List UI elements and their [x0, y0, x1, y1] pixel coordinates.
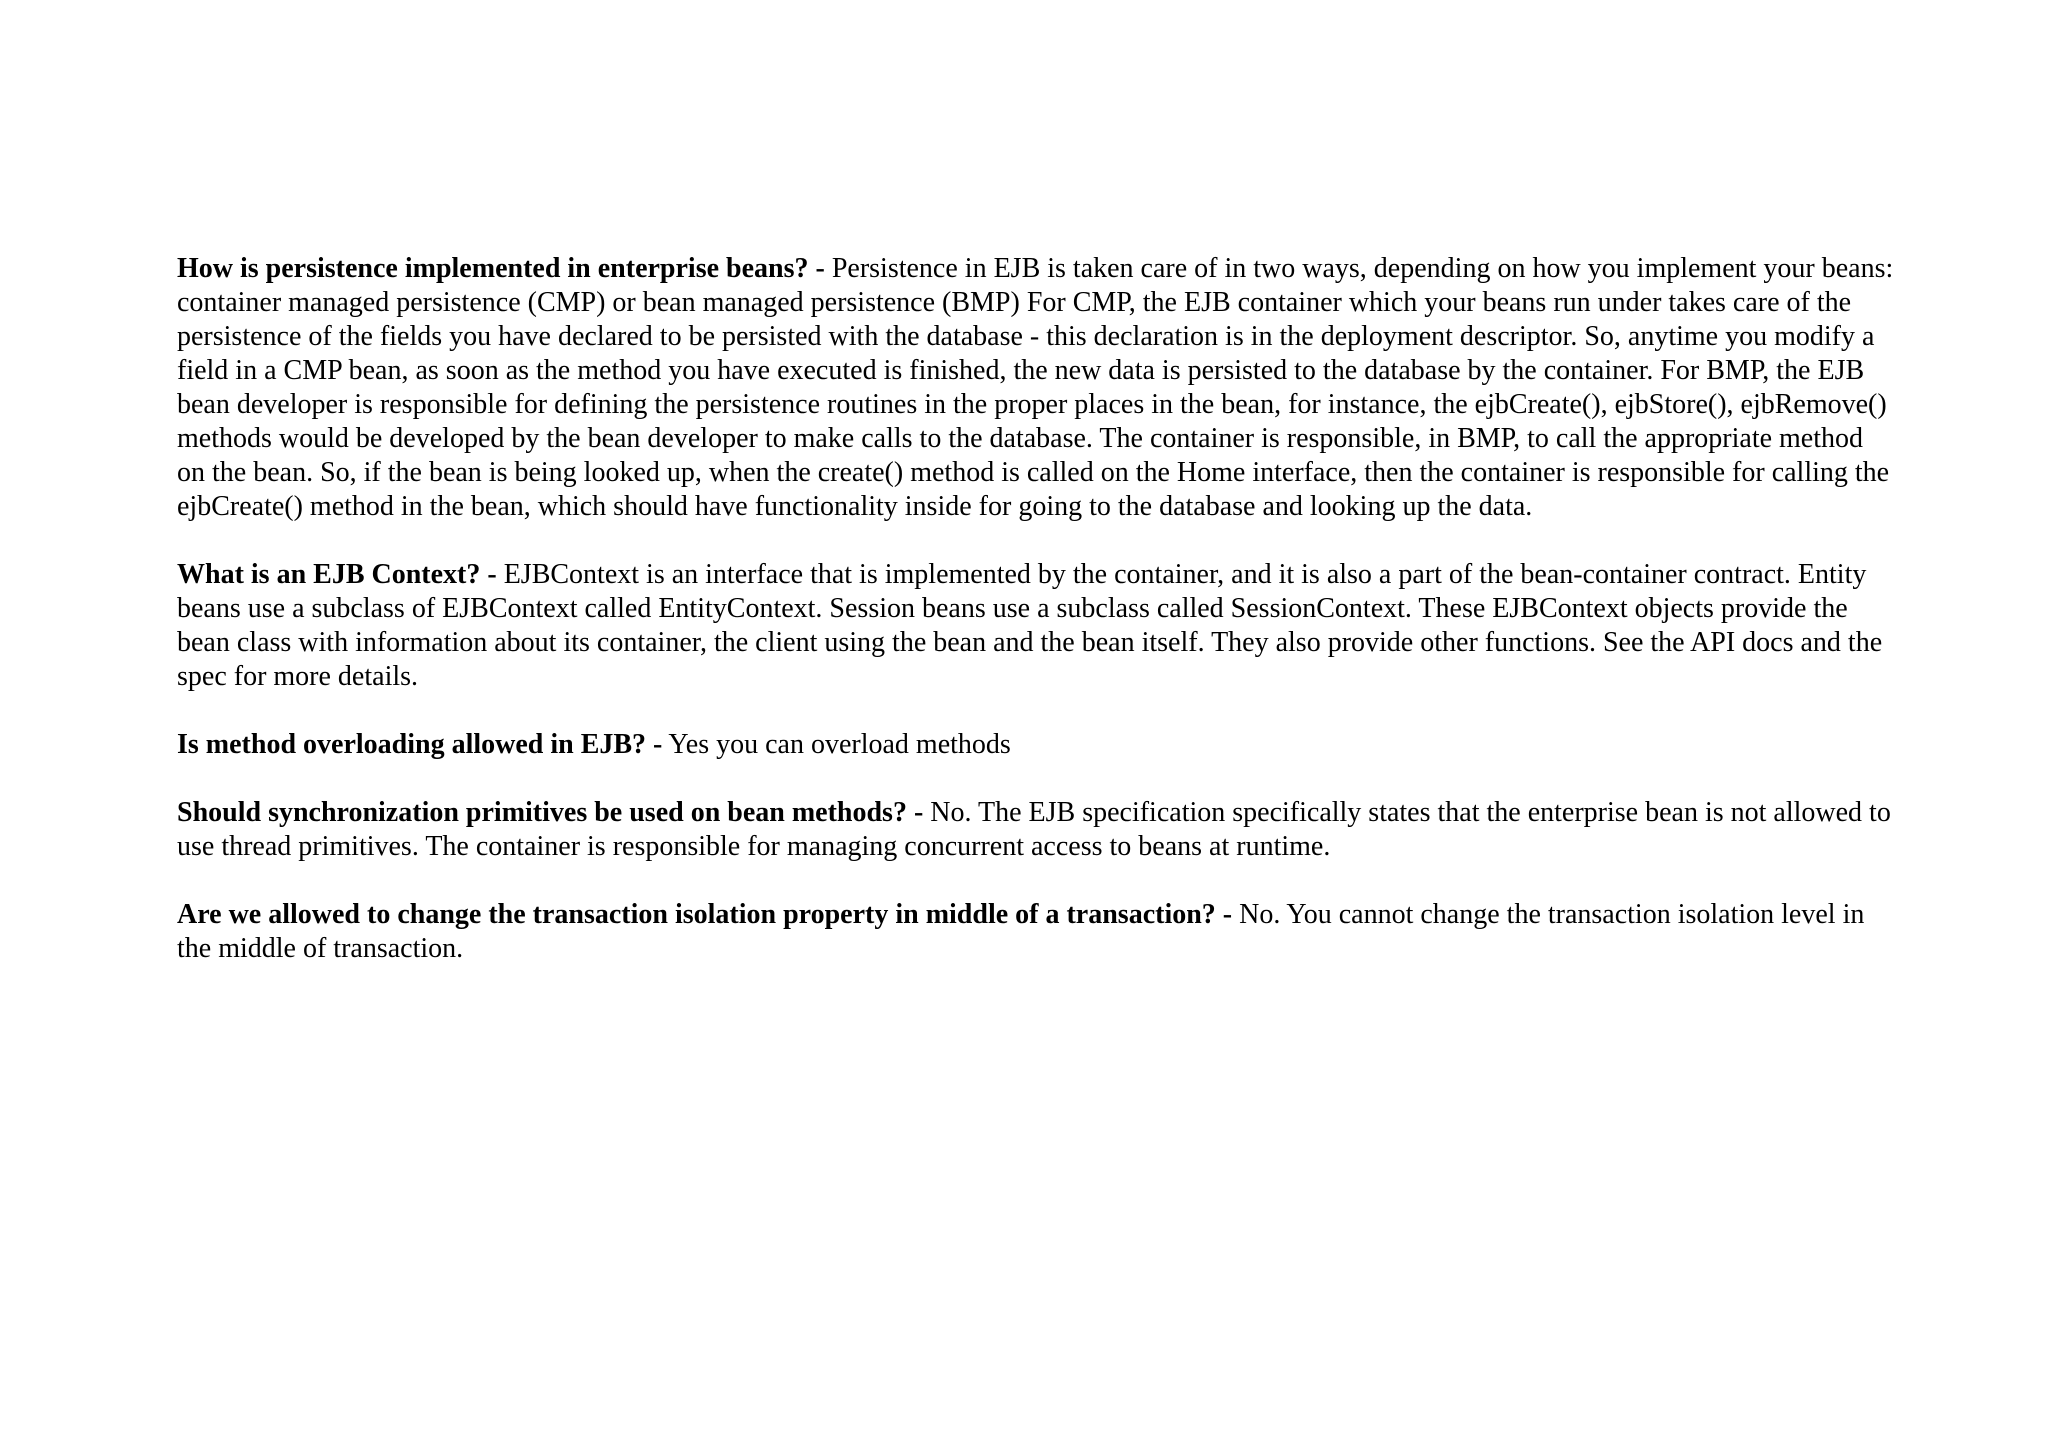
question-text: Are we allowed to change the transaction isolation property in middle of a transaction? -: [177, 899, 1233, 930]
answer-text: No. The EJB specification specifically states that the enterprise bean is not allowed to use thread primitives. The container is responsible for managing concurrent access to beans at runtime.: [177, 797, 1891, 862]
question-text: Is method overloading allowed in EJB? -: [177, 729, 663, 760]
qa-paragraph-ejb-context: [177, 558, 1897, 694]
answer-text: Persistence in EJB is taken care of in two ways, depending on how you implement your beans: container managed persistence (CMP) or bean managed persistence (BMP) For CMP, the EJB container which your beans run under takes care of the persistence of the fields you have declared to be persisted with the database - this declaration is in the deployment descriptor. So, anytime you modify a field in a CMP bean, as soon as the method you have executed is finished, the new data is persisted to the database by the container. For BMP, the EJB bean developer is responsible for defining the persistence routines in the proper places in the bean, for instance, the ejbCreate(), ejbStore(), ejbRemove() methods would be developed by the bean developer to make calls to the database. The container is responsible, in BMP, to call the appropriate method on the bean. So, if the bean is being looked up, when the create() method is called on the Home interface, then the container is responsible for calling the ejbCreate() method in the bean, which should have functionality inside for going to the database and looking up the data.: [177, 253, 1894, 522]
answer-text: Yes you can overload methods: [662, 729, 1011, 760]
qa-paragraph-synchronization: [177, 796, 1897, 864]
qa-paragraph-method-overloading: [177, 728, 1897, 762]
document-body: [177, 252, 1897, 1000]
answer-text: No. You cannot change the transaction isolation level in the middle of transaction.: [177, 899, 1865, 964]
question-text: Should synchronization primitives be used on bean methods? -: [177, 797, 924, 828]
qa-paragraph-persistence: [177, 252, 1897, 524]
answer-text: EJBContext is an interface that is implemented by the container, and it is also a part of the bean-container contract. Entity beans use a subclass of EJBContext called EntityContext. Session beans use a subclass called SessionContext. These EJBContext objects provide the bean class with information about its container, the client using the bean and the bean itself. They also provide other functions. See the API docs and the spec for more details.: [177, 559, 1883, 692]
qa-paragraph-transaction-isolation: [177, 898, 1897, 966]
question-text: What is an EJB Context? -: [177, 559, 497, 590]
question-text: How is persistence implemented in enterprise beans? -: [177, 253, 825, 284]
